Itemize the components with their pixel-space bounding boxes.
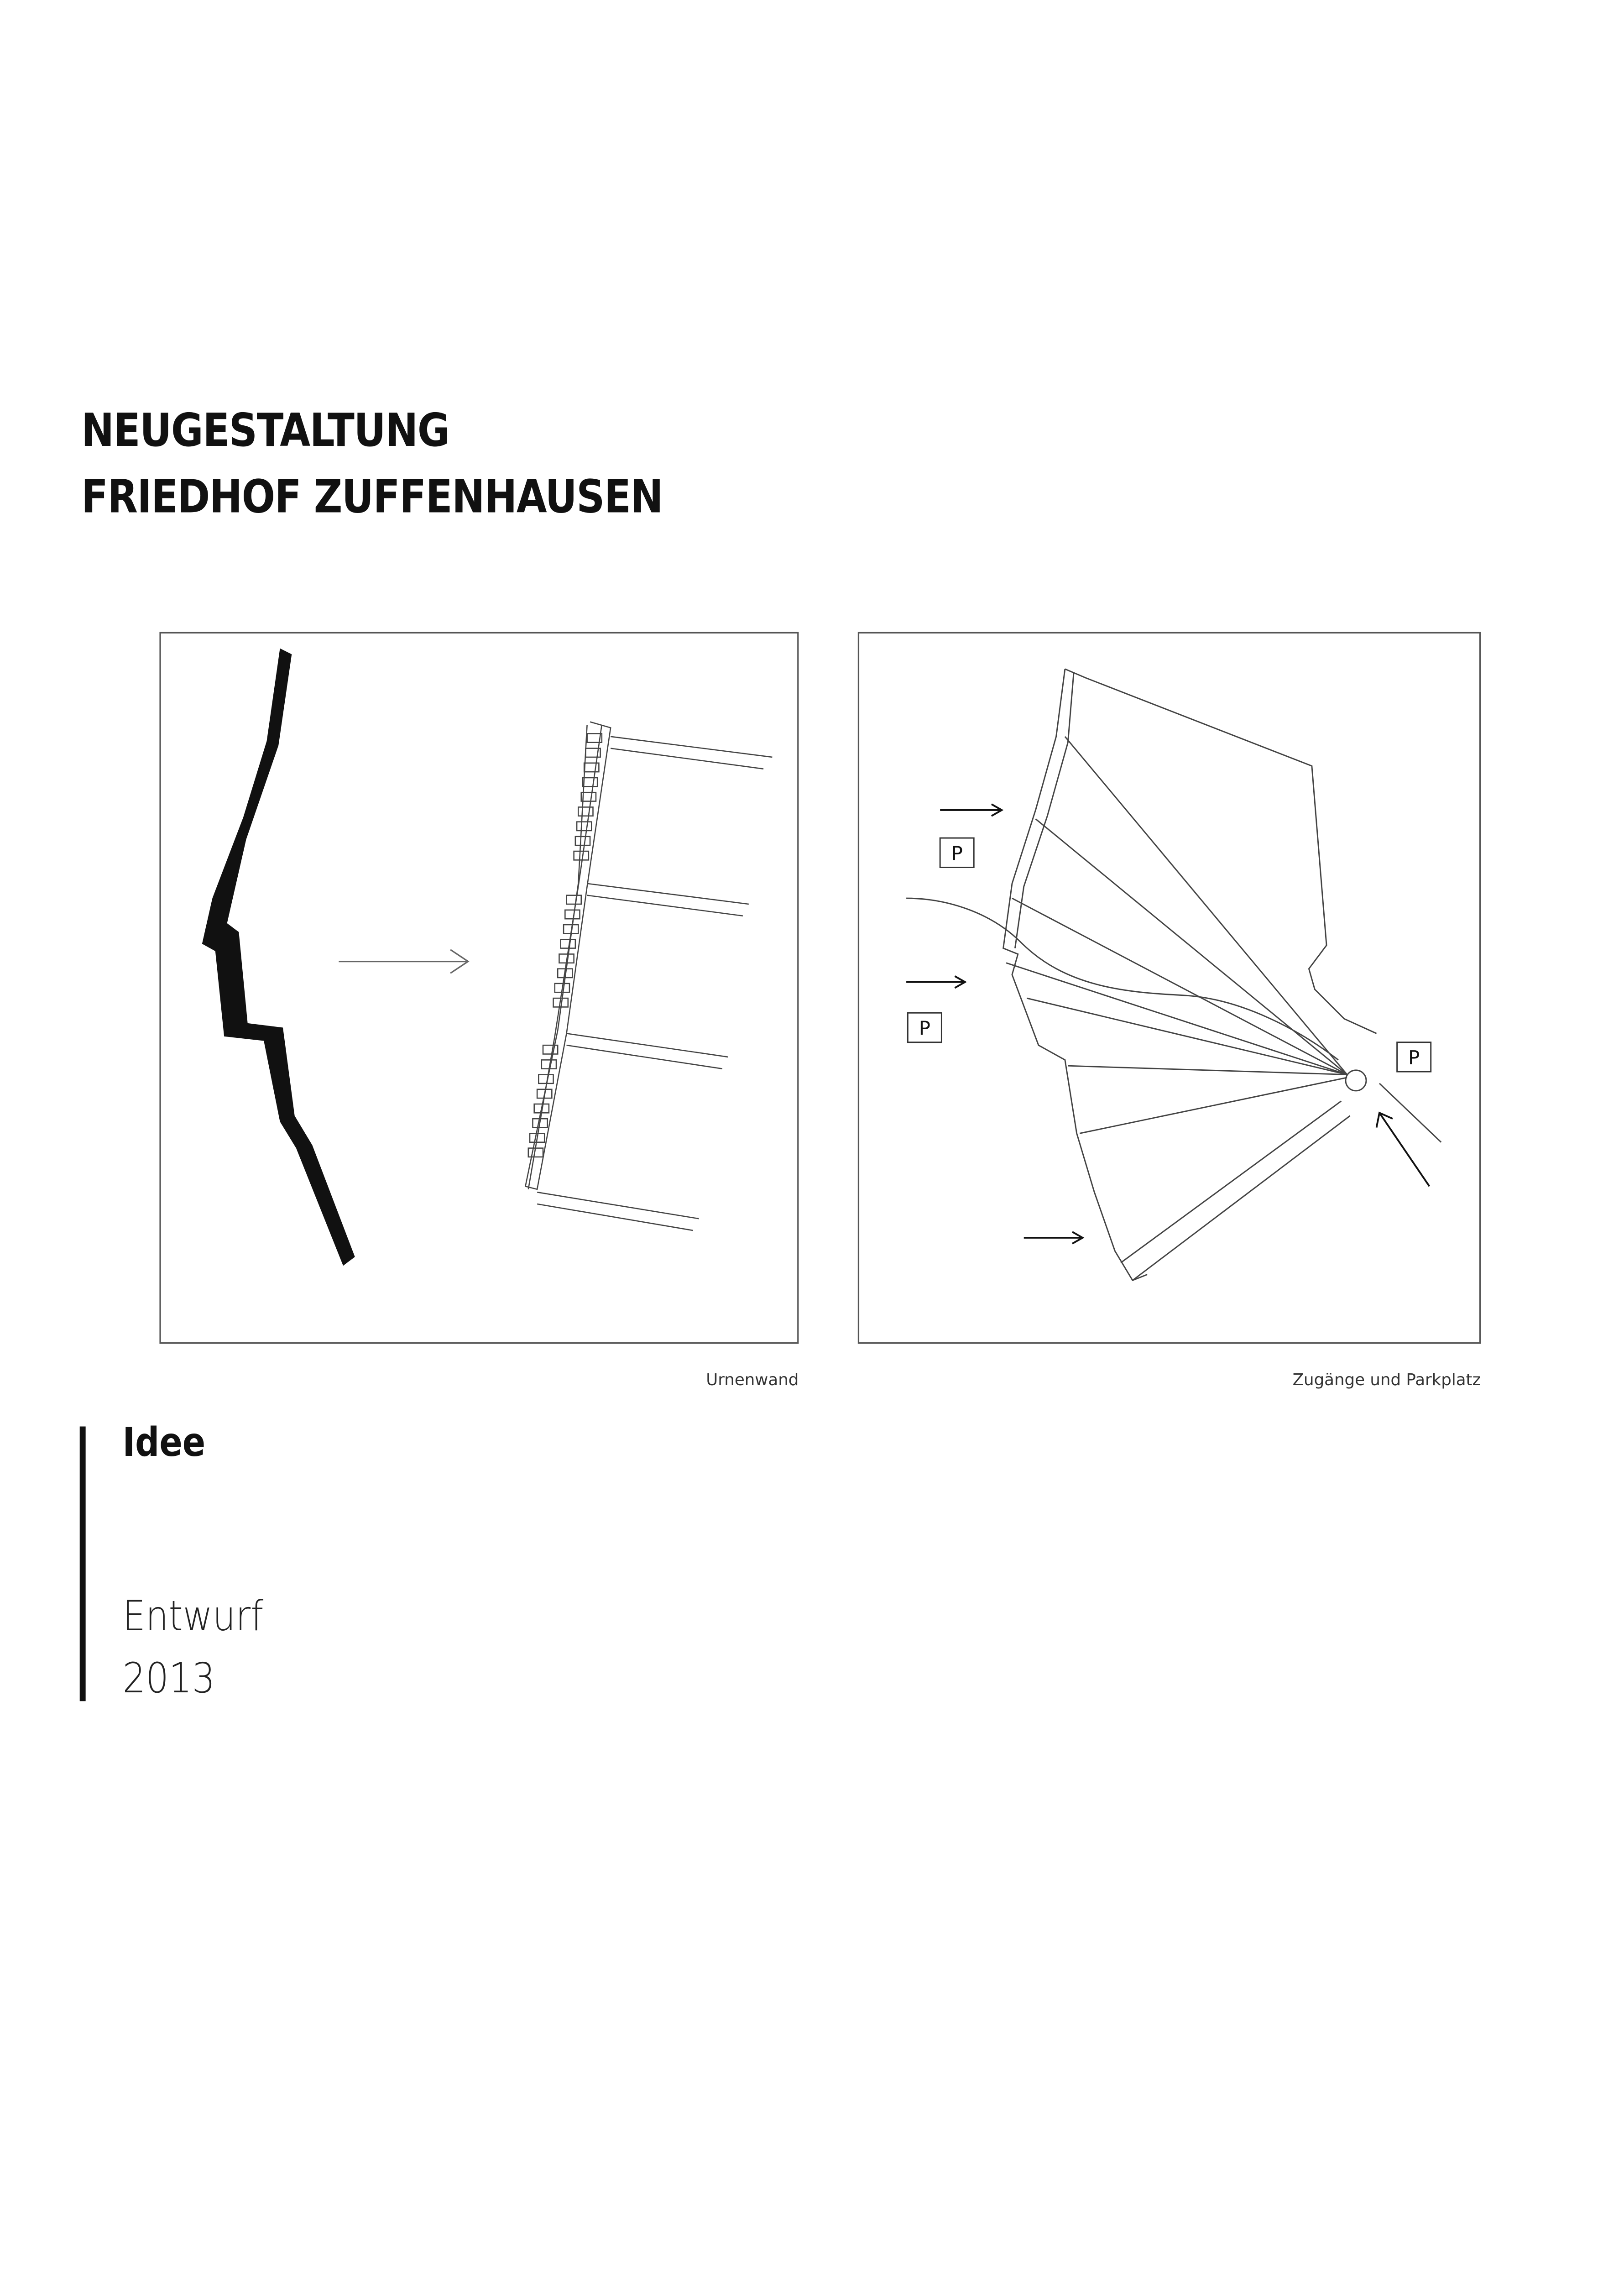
parking-markers [908, 838, 1431, 1072]
figure-urnenwand [159, 632, 799, 1344]
title-line-1: NEUGESTALTUNG [81, 404, 449, 458]
urn-wall-concept-sketch-icon [161, 633, 798, 1342]
access-arrows [906, 804, 1429, 1244]
page-title [81, 399, 663, 532]
project-year: 2013 [122, 1654, 215, 1703]
parking-label-1: P [951, 842, 963, 865]
parking-label-2: P [919, 1017, 930, 1040]
figure-caption-zugaenge: Zugänge und Parkplatz [1292, 1370, 1481, 1390]
abstract-wall-shape [202, 649, 355, 1266]
site-plan [906, 669, 1441, 1281]
figure-caption-urnenwand: Urnenwand [706, 1370, 799, 1390]
figure-zugaenge [858, 632, 1481, 1344]
title-line-2: FRIEDHOF ZUFFENHAUSEN [81, 471, 663, 524]
parking-label-3: P [1408, 1046, 1420, 1069]
urn-wall-plan [525, 722, 772, 1230]
project-type: Entwurf [122, 1591, 264, 1641]
section-marker-bar [80, 1426, 86, 1701]
site-plan-access-parking-icon [859, 633, 1479, 1342]
section-label: Idee [122, 1420, 206, 1466]
